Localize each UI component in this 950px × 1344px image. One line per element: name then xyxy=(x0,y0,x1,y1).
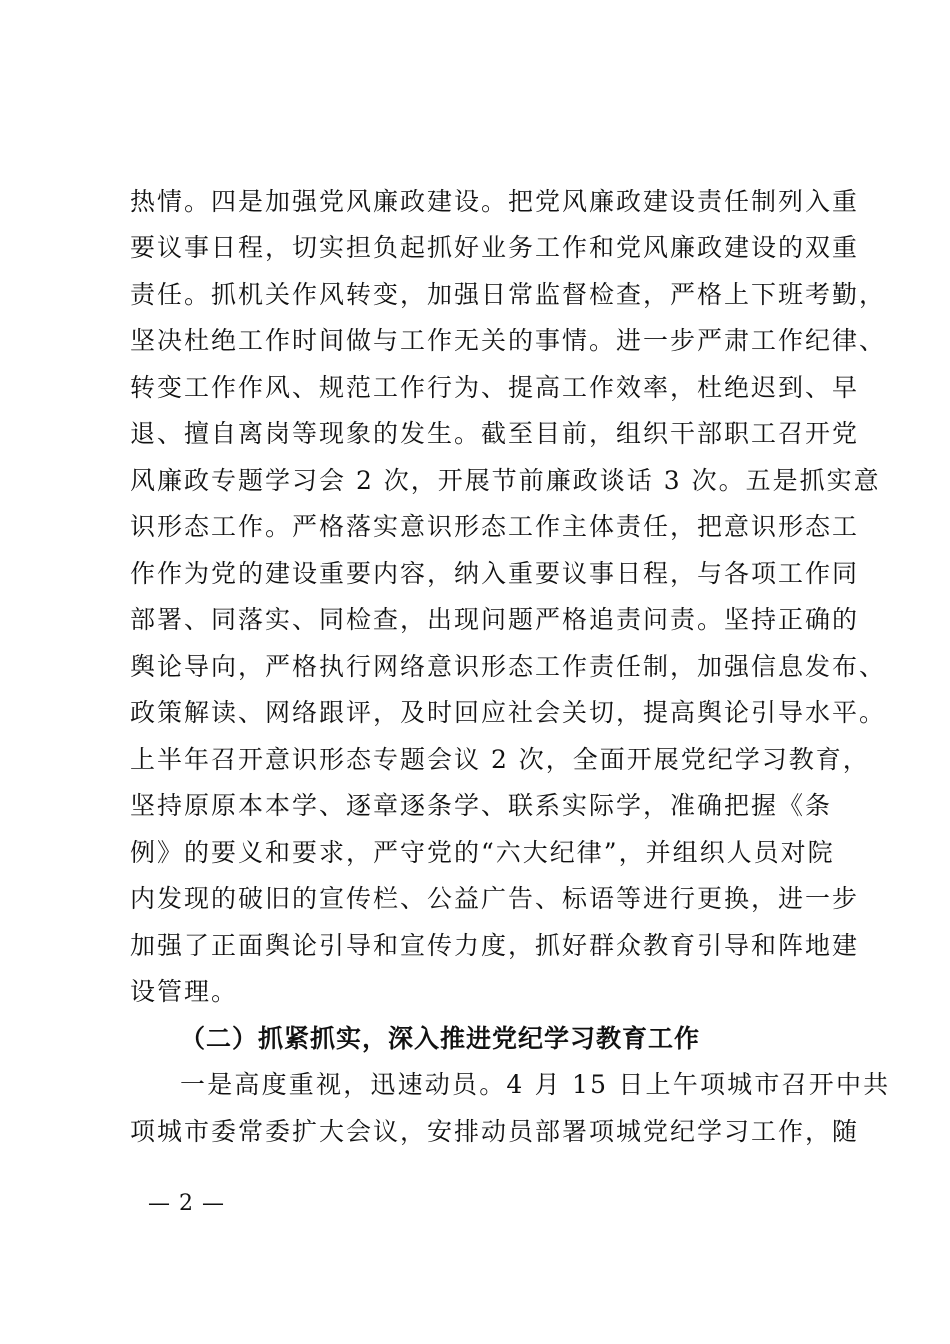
body-line-13: 上半年召开意识形态专题会议 2 次，全面开展党纪学习教育， xyxy=(130,745,870,774)
section-heading: （二）抓紧抓实，深入推进党纪学习教育工作 xyxy=(180,1024,701,1053)
body-line-7: 风廉政专题学习会 2 次，开展节前廉政谈话 3 次。五是抓实意 xyxy=(130,466,881,495)
body-line-9: 作作为党的建设重要内容，纳入重要议事日程，与各项工作同 xyxy=(130,559,860,588)
body-line-18: 设管理。 xyxy=(130,977,239,1006)
body-line-3: 责任。抓机关作风转变，加强日常监督检查，严格上下班考勤， xyxy=(130,280,887,309)
body-line-15: 例》的要义和要求，严守党的“六大纪律”，并组织人员对院 xyxy=(130,838,835,867)
body-line-17: 加强了正面舆论引导和宣传力度，抓好群众教育引导和阵地建 xyxy=(130,931,860,960)
body-line-8: 识形态工作。严格落实意识形态工作主体责任，把意识形态工 xyxy=(130,512,860,541)
body-line-12: 政策解读、网络跟评，及时回应社会关切，提高舆论引导水平。 xyxy=(130,698,887,727)
body-line-16: 内发现的破旧的宣传栏、公益广告、标语等进行更换，进一步 xyxy=(130,884,860,913)
page-number: — 2 — xyxy=(148,1191,225,1216)
body-line-2: 要议事日程，切实担负起抓好业务工作和党风廉政建设的双重 xyxy=(130,233,860,262)
para2-line-1: 一是高度重视，迅速动员。4 月 15 日上午项城市召开中共 xyxy=(180,1070,891,1099)
body-line-6: 退、擅自离岗等现象的发生。截至目前，组织干部职工召开党 xyxy=(130,419,860,448)
body-line-14: 坚持原原本本学、逐章逐条学、联系实际学，准确把握《条 xyxy=(130,791,833,820)
body-line-4: 坚决杜绝工作时间做与工作无关的事情。进一步严肃工作纪律、 xyxy=(130,326,887,355)
body-line-10: 部署、同落实、同检查，出现问题严格追责问责。坚持正确的 xyxy=(130,605,860,634)
body-line-11: 舆论导向，严格执行网络意识形态工作责任制，加强信息发布、 xyxy=(130,652,887,681)
para2-line-2: 项城市委常委扩大会议，安排动员部署项城党纪学习工作，随 xyxy=(130,1117,860,1146)
body-line-1: 热情。四是加强党风廉政建设。把党风廉政建设责任制列入重 xyxy=(130,187,860,216)
body-line-5: 转变工作作风、规范工作行为、提高工作效率，杜绝迟到、早 xyxy=(130,373,860,402)
